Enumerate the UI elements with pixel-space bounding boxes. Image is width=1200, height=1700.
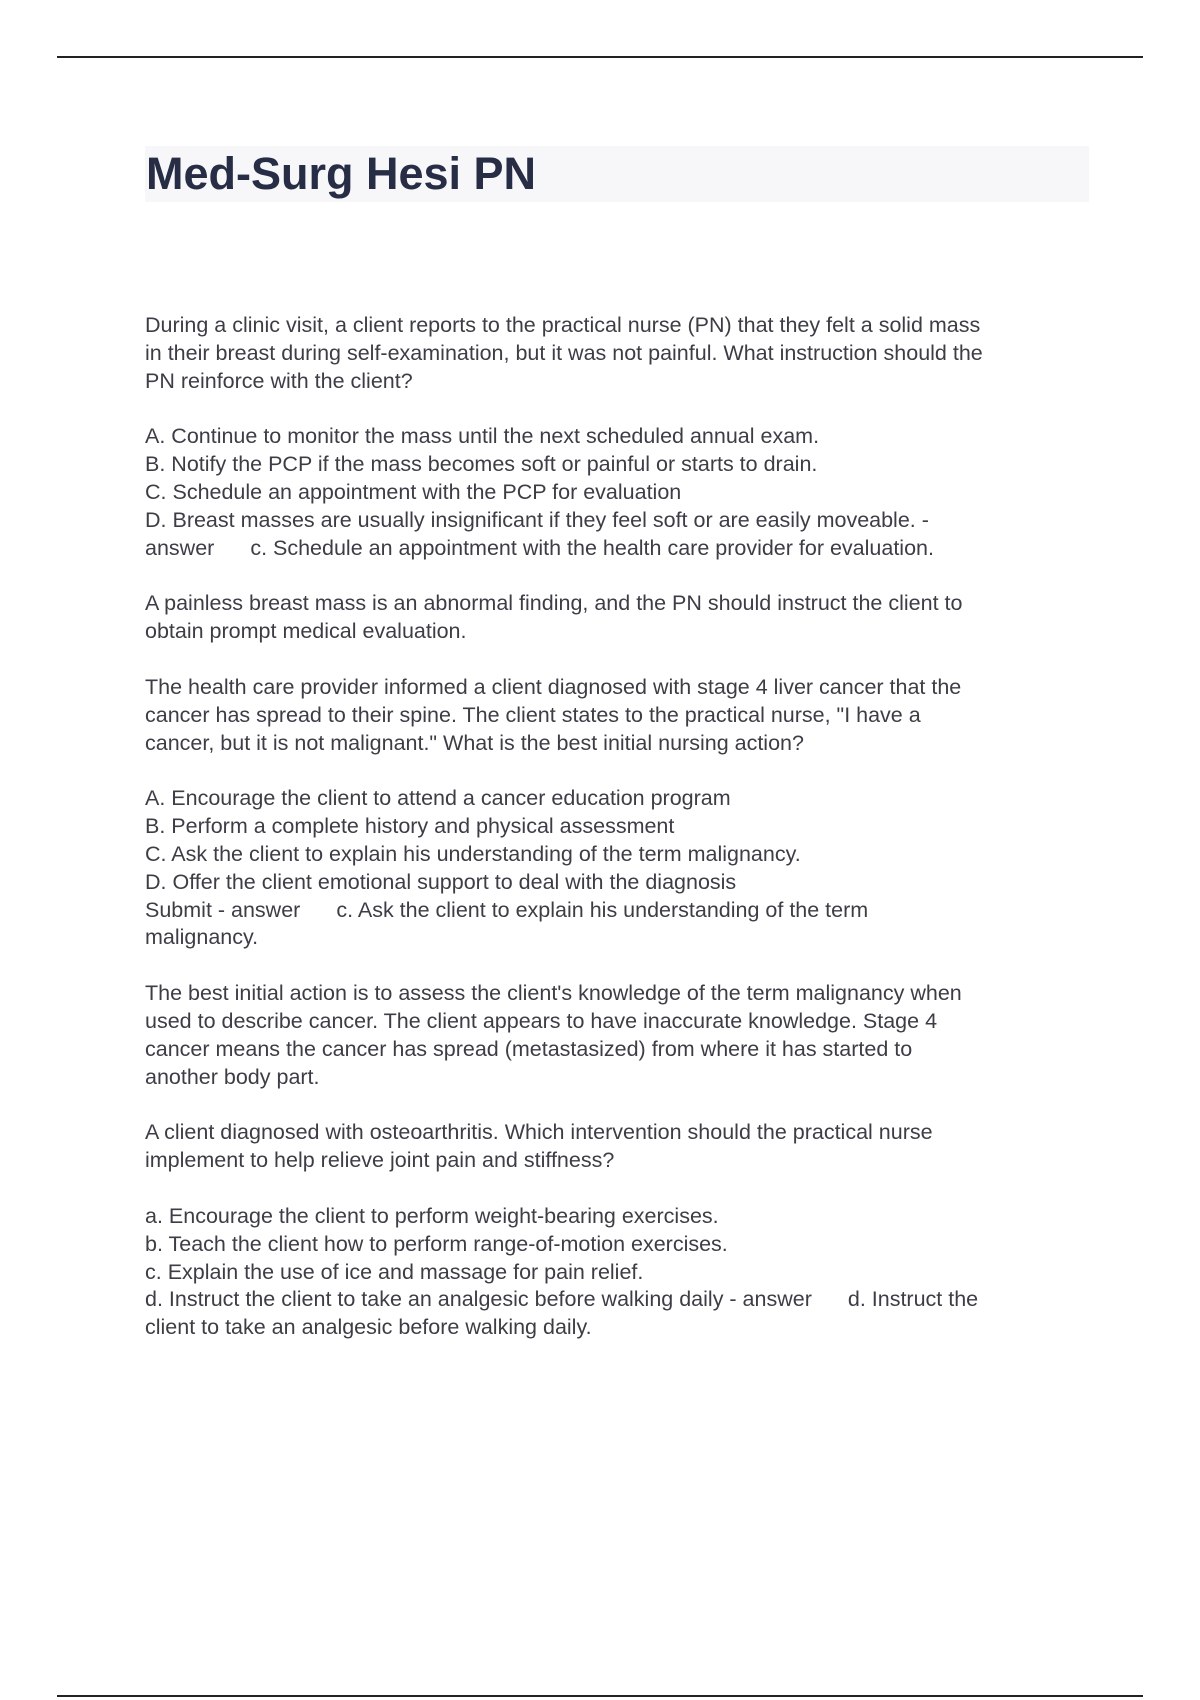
- answer-line: [145, 535, 1089, 563]
- answer-text: d. Instruct the: [847, 1287, 979, 1312]
- option-line: D. Offer the client emotional support to deal with the diagnosis: [145, 869, 737, 894]
- question-2-options: [145, 785, 1089, 952]
- question-1-stem: [145, 312, 1089, 395]
- bottom-rule: [57, 1695, 1143, 1697]
- text-line: obtain prompt medical evaluation.: [145, 619, 467, 644]
- document-title: Med-Surg Hesi PN: [146, 148, 537, 199]
- text-line: During a clinic visit, a client reports to the practical nurse (PN) that they felt a solid mass: [145, 313, 981, 337]
- question-2-stem: [145, 674, 1089, 757]
- text-line: another body part.: [145, 1064, 320, 1089]
- option-line: A. Encourage the client to attend a cancer education program: [145, 786, 731, 811]
- answer-line: [145, 1286, 1089, 1314]
- question-1-options: [145, 423, 1089, 562]
- top-rule: [57, 56, 1143, 58]
- question-2-rationale: [145, 980, 1089, 1091]
- text-line: PN reinforce with the client?: [145, 368, 413, 393]
- option-line: b. Teach the client how to perform range-of-motion exercises.: [145, 1231, 728, 1256]
- text-line: The health care provider informed a client diagnosed with stage 4 liver cancer that the: [145, 674, 962, 699]
- text-line: cancer means the cancer has spread (metastasized) from where it has started to: [145, 1036, 913, 1061]
- option-line: C. Schedule an appointment with the PCP for evaluation: [145, 479, 682, 504]
- question-3-options: [145, 1203, 1089, 1342]
- option-line: B. Perform a complete history and physical assessment: [145, 814, 675, 839]
- answer-continuation: client to take an analgesic before walking daily.: [145, 1315, 592, 1340]
- answer-continuation: malignancy.: [145, 925, 259, 950]
- text-line: cancer, but it is not malignant." What is the best initial nursing action?: [145, 730, 804, 755]
- option-line: c. Explain the use of ice and massage for pain relief.: [145, 1259, 644, 1284]
- option-line: d. Instruct the client to take an analgesic before walking daily - answer: [145, 1287, 812, 1312]
- document-body: [145, 312, 1089, 1370]
- text-line: used to describe cancer. The client appears to have inaccurate knowledge. Stage 4: [145, 1008, 938, 1033]
- option-line: C. Ask the client to explain his understanding of the term malignancy.: [145, 841, 801, 866]
- option-line: a. Encourage the client to perform weight-bearing exercises.: [145, 1203, 719, 1228]
- text-line: The best initial action is to assess the client's knowledge of the term malignancy when: [145, 981, 962, 1006]
- answer-prefix: Submit - answer: [145, 897, 301, 922]
- answer-prefix: answer: [145, 535, 215, 560]
- answer-text: c. Schedule an appointment with the health care provider for evaluation.: [250, 535, 934, 560]
- option-line: D. Breast masses are usually insignificant if they feel soft or are easily moveable. -: [145, 507, 929, 532]
- answer-line: [145, 897, 1089, 925]
- option-line: B. Notify the PCP if the mass becomes soft or painful or starts to drain.: [145, 452, 818, 477]
- answer-text: c. Ask the client to explain his understanding of the term: [336, 897, 869, 922]
- question-1-rationale: [145, 590, 1089, 646]
- question-3-stem: [145, 1119, 1089, 1175]
- text-line: cancer has spread to their spine. The client states to the practical nurse, "I have a: [145, 702, 921, 727]
- text-line: implement to help relieve joint pain and stiffness?: [145, 1148, 615, 1173]
- option-line: A. Continue to monitor the mass until the next scheduled annual exam.: [145, 424, 820, 449]
- text-line: in their breast during self-examination, but it was not painful. What instruction should the: [145, 340, 983, 365]
- text-line: A client diagnosed with osteoarthritis. Which intervention should the practical nurse: [145, 1120, 933, 1145]
- text-line: A painless breast mass is an abnormal finding, and the PN should instruct the client to: [145, 591, 963, 616]
